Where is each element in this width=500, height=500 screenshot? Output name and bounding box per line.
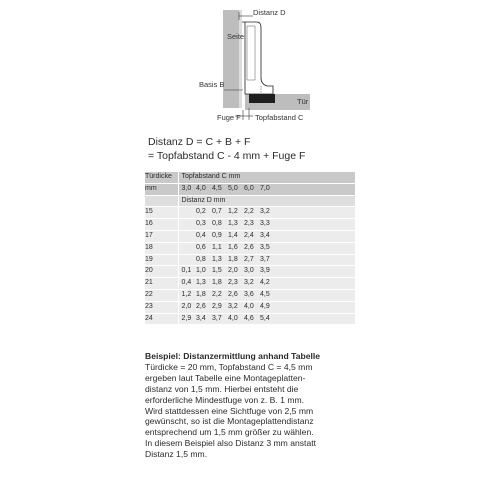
- distanz-cell: 0,1: [178, 266, 196, 278]
- distanz-cell: 2,9: [212, 301, 228, 313]
- table-row: [145, 266, 355, 278]
- distanz-cell: 3,0: [244, 266, 260, 278]
- distanz-cell: 1,8: [212, 278, 228, 290]
- distanz-cell: 0,9: [212, 230, 228, 242]
- tuerdicke-cell: 20: [145, 266, 178, 278]
- distanz-cell: 3,5: [260, 242, 279, 254]
- c-value: 4,0: [196, 183, 212, 195]
- table-row: [145, 230, 355, 242]
- example-line: ergeben laut Tabelle eine Montageplatten-: [145, 372, 306, 383]
- distanz-cell: [178, 207, 196, 219]
- table-header-row-2: [145, 183, 355, 195]
- table-row: [145, 219, 355, 231]
- c-value: 5,0: [228, 183, 244, 195]
- table-subheader-row: [145, 195, 355, 207]
- distanz-cell: 3,2: [260, 207, 279, 219]
- example-line: erforderliche Mindestfuge von z. B. 1 mm.: [145, 394, 305, 405]
- distanz-cell: 0,2: [196, 207, 212, 219]
- distanz-cell: 1,0: [196, 266, 212, 278]
- distanz-cell: 2,6: [196, 301, 212, 313]
- distanz-cell: 1,3: [212, 254, 228, 266]
- distanz-cell: 0,4: [196, 230, 212, 242]
- distanz-cell: 4,9: [260, 301, 279, 313]
- table-row: [145, 242, 355, 254]
- c-value: 6,0: [244, 183, 260, 195]
- tuerdicke-cell: 19: [145, 254, 178, 266]
- distanz-cell: 2,0: [178, 301, 196, 313]
- tuerdicke-cell: 17: [145, 230, 178, 242]
- table-row: [145, 313, 355, 325]
- distanz-cell: 4,6: [244, 313, 260, 325]
- distanz-cell: 1,5: [212, 266, 228, 278]
- distanz-cell: 3,4: [196, 313, 212, 325]
- distanz-cell: 5,4: [260, 313, 279, 325]
- header-tuerdicke: Türdicke: [145, 172, 178, 183]
- table-row: [145, 207, 355, 219]
- c-value: 3,0: [178, 183, 196, 195]
- distanz-cell: 0,7: [212, 207, 228, 219]
- header-unit: mm: [145, 183, 178, 195]
- distance-table: [145, 172, 355, 325]
- distanz-cell: 4,0: [244, 301, 260, 313]
- distanz-cell: 2,3: [244, 219, 260, 231]
- subheader-distanz: Distanz D mm: [178, 195, 355, 207]
- distanz-cell: 2,7: [244, 254, 260, 266]
- table-row: [145, 278, 355, 290]
- tuerdicke-cell: 18: [145, 242, 178, 254]
- distanz-cell: 3,7: [260, 254, 279, 266]
- hinge-drawing: [195, 2, 310, 127]
- formula-line-1: Distanz D = C + B + F: [148, 136, 251, 148]
- table-row: [145, 254, 355, 266]
- tuerdicke-cell: 21: [145, 278, 178, 290]
- distanz-cell: 2,6: [228, 289, 244, 301]
- example-line: entsprechend um 1,5 mm größer zu wählen.: [145, 427, 314, 438]
- c-value: 4,5: [212, 183, 228, 195]
- distanz-cell: 2,4: [244, 230, 260, 242]
- table-header-row-1: [145, 172, 355, 183]
- label-basis-b: Basis B: [199, 80, 225, 89]
- distanz-cell: [178, 230, 196, 242]
- distanz-cell: 1,8: [228, 254, 244, 266]
- distanz-cell: 3,6: [244, 289, 260, 301]
- example-line: Wird stattdessen eine Sichtfuge von 2,5 mm: [145, 405, 314, 416]
- tuerdicke-cell: 22: [145, 289, 178, 301]
- example-title: Beispiel: Distanzermittlung anhand Tabelle: [145, 351, 321, 361]
- example-line: Türdicke = 20 mm, Topfabstand C = 4,5 mm: [145, 361, 313, 372]
- example-line: In diesem Beispiel also Distanz 3 mm anstatt: [145, 438, 316, 449]
- distanz-cell: 1,2: [178, 289, 196, 301]
- distanz-cell: 1,3: [196, 278, 212, 290]
- distanz-cell: 2,6: [244, 242, 260, 254]
- distanz-cell: 4,2: [260, 278, 279, 290]
- distanz-cell: 4,0: [228, 313, 244, 325]
- distanz-cell: 0,8: [212, 219, 228, 231]
- distanz-cell: [178, 219, 196, 231]
- distanz-cell: 1,2: [228, 207, 244, 219]
- distanz-cell: 3,7: [212, 313, 228, 325]
- distanz-cell: 3,2: [244, 278, 260, 290]
- example-line: Distanz 1,5 mm.: [145, 449, 208, 460]
- tuerdicke-cell: 24: [145, 313, 178, 325]
- distanz-cell: 0,3: [196, 219, 212, 231]
- example-section: [145, 351, 375, 460]
- table-row: [145, 289, 355, 301]
- header-topfabstand: Topfabstand C mm: [178, 172, 355, 183]
- distanz-cell: 2,0: [228, 266, 244, 278]
- tuerdicke-cell: 16: [145, 219, 178, 231]
- formula-line-2: = Topfabstand C - 4 mm + Fuge F: [148, 150, 306, 162]
- distanz-cell: 1,1: [212, 242, 228, 254]
- tuerdicke-cell: 23: [145, 301, 178, 313]
- distanz-cell: 2,2: [244, 207, 260, 219]
- label-distanz-d: Distanz D: [253, 8, 286, 17]
- example-line: gewünscht, so ist die Montageplattendistanz: [145, 416, 314, 427]
- distanz-cell: 2,2: [212, 289, 228, 301]
- distanz-cell: 3,2: [228, 301, 244, 313]
- distanz-cell: [178, 242, 196, 254]
- distanz-cell: 0,4: [178, 278, 196, 290]
- table-row: [145, 301, 355, 313]
- label-seite: Seite: [227, 32, 245, 41]
- distanz-cell: [178, 254, 196, 266]
- distanz-cell: 0,8: [196, 254, 212, 266]
- distanz-cell: 4,5: [260, 289, 279, 301]
- hinge-diagram: [195, 2, 310, 127]
- label-topfabstand-c: Topfabstand C: [255, 113, 304, 122]
- distanz-cell: 1,6: [228, 242, 244, 254]
- label-fuge-f: Fuge F: [217, 113, 241, 122]
- distanz-cell: 1,3: [228, 219, 244, 231]
- distanz-cell: 1,4: [228, 230, 244, 242]
- distanz-cell: 2,3: [228, 278, 244, 290]
- distanz-cell: 3,9: [260, 266, 279, 278]
- distanz-cell: 0,6: [196, 242, 212, 254]
- distanz-cell: 3,4: [260, 230, 279, 242]
- label-tuer: Tür: [297, 97, 309, 106]
- distanz-cell: 3,3: [260, 219, 279, 231]
- tuerdicke-cell: 15: [145, 207, 178, 219]
- distanz-cell: 1,8: [196, 289, 212, 301]
- distanz-cell: 2,9: [178, 313, 196, 325]
- c-value: 7,0: [260, 183, 279, 195]
- example-line: distanz von 1,5 mm. Hierbei entsteht die: [145, 383, 299, 394]
